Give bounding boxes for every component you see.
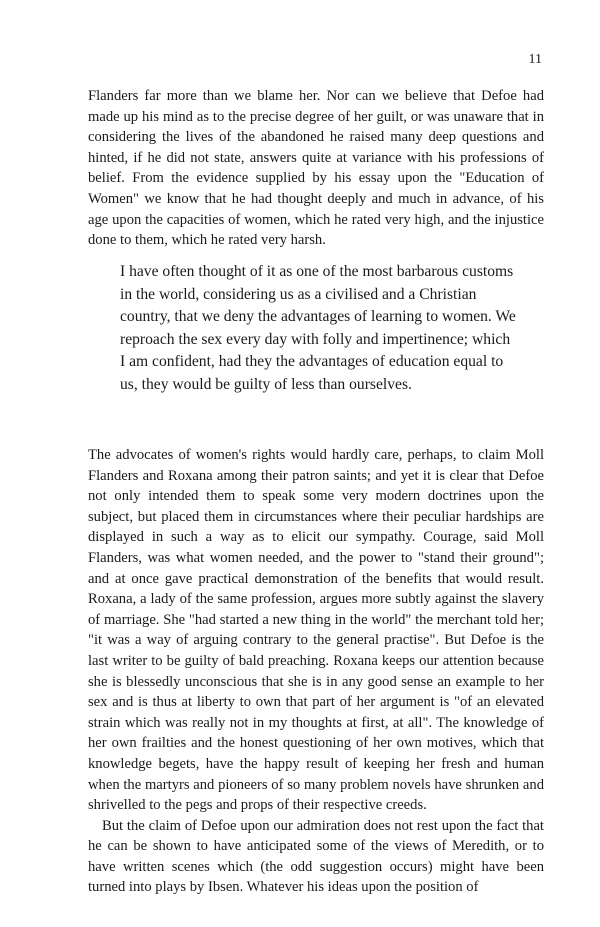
paragraph-text: Flanders far more than we blame her. Nor can we believe that Defoe had made up his mind as to the precise degree of her guilt, or was unaware that in considering the lives of the abandoned he raised many deep questions and hinted, if he did not state, answers quite at variance with his professions of belief. From the evidence supplied by his essay upon the "Education of Women" we know that he had thought deeply and much in advance, of his age upon the capacities of women, which he rated very high, and the injustice done to them, which he rated very harsh. — [88, 88, 544, 249]
quote-text: I have often thought of it as one of the most barbarous customs in the world, considering us as a civilised and a Christian country, that we deny the advantages of learning to women. We reproach the sex every day with folly and impertinence; which I am confident, had they the advantages of education equal to us, they would be guilty of less than ourselves. — [120, 263, 516, 393]
body-paragraph-1 — [88, 86, 544, 251]
body-paragraph-2: The advocates of women's rights would hardly care, perhaps, to claim Moll Flanders and Roxana among their patron saints; and yet it is clear that Defoe not only intended them to speak some very modern doctrines upon the subject, but placed them in circumstances where their peculiar hardships are displayed in such a way as to elicit our sympathy. Courage, said Moll Flanders, was what women needed, and the power to "stand their ground"; and at once gave practical demonstration of the benefits that would result. Roxana, a lady of the same profession, argues more subtly against the slavery of marriage. She "had started a new thing in the world" the merchant told her; "it was a way of arguing contrary to the general practise". But Defoe is the last writer to be guilty of bald preaching. Roxana keeps our attention because she is blessedly unconscious that she is in any good sense an example to her sex and is thus at liberty to own that part of her argument is "of an elevated strain which was really not in my thoughts at first, at all". The knowledge of her own frailties and the honest questioning of her own motives, which that knowledge begets, have the happy result of keeping her fresh and human when the martyrs and pioneers of so many problem novels have shrunken and shrivelled to the pegs and props of their respective creeds. — [88, 447, 544, 814]
body-paragraph-3: But the claim of Defoe upon our admiration does not rest upon the fact that he can be shown to have anticipated some of the views of Meredith, or to have written scenes which (the odd suggestion occurs) might have been turned into plays by Ibsen. Whatever his ideas upon the position of — [88, 817, 544, 896]
block-quote — [120, 261, 518, 397]
body-paragraphs-2-3 — [88, 445, 544, 898]
page-number: 11 — [528, 52, 542, 67]
